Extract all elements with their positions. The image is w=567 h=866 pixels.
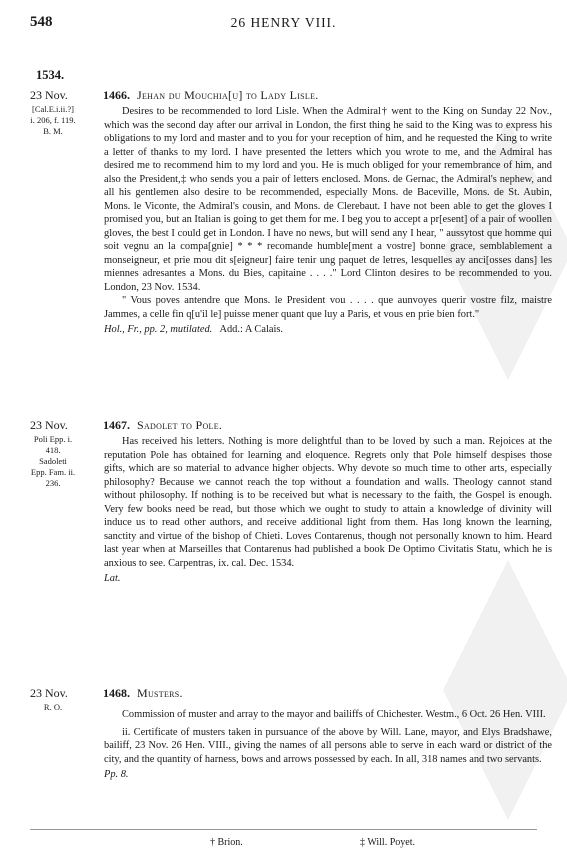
reference-line: 418.: [45, 445, 61, 455]
footnote-rule: [30, 829, 537, 830]
running-title: 26 HENRY VIII.: [230, 15, 337, 30]
reference-line: Epp. Fam. ii.: [30, 467, 76, 477]
entry-note: [104, 768, 552, 782]
entry-date: 23 Nov.: [30, 88, 68, 102]
entry-body: [104, 105, 552, 337]
reference-line: 236.: [45, 478, 61, 488]
entry-paragraph: ii. Certificate of musters taken in pursuance of the above by Will. Lane, mayor, and Elys Bradshawe, bailiff, 23 Nov. 26 Hen. VIII., giving the names of all persons able to serve in each ward or district of the city, and the quantity of harness, bows and arrows possessed by each. In all, 318 names and two servants.: [104, 726, 552, 765]
entry-paragraph: Has received his letters. Nothing is more delightful than to be loved by such a man. Rejoices at the reputation Pole has obtained for learning and eloquence. Regrets only that Pole himself despises those gifts, which are so material to advance higher objects. Why devote so much time to other arts, especially philosophy? Because we cannot reach the top without a foundation and walls. Theology cannot stand without philosophy. If nothing is to be received but what is necessary to the faith, the Gospel is enough. Very few books need be read, but those which we ought to study to attain a knowledge of divinity will induce us to read other authors, and receive additional light from them. Has long known the learning, sanctity and virtue of the bishop of Chieti. Loves Contarenus, though not personally known to him. Heard last year when at Marseilles that Contarenus had published a book De Optimo Civitatis Statu, which he is anxious to see. Carpentras, ix. cal. Dec. 1534.: [104, 436, 552, 569]
entry-date: 23 Nov.: [30, 418, 68, 432]
page-number: 548: [30, 14, 53, 30]
entry-paragraph: Desires to be recommended to lord Lisle. When the Admiral† went to the King on Sunday 22 Nov., which was the second day after our arrival in London, the first thing he said to the King was to express his obligations to my lord and master and to you for your reception of him, and he requested the King to write a letter of thanks to my lord. I have presented the letters which you wrote to me, and the Admiral has desired me to recommend him to my lord and you. He is much obliged for your remembrance of him, and also the President,‡ who sends you a pair of letters enclosed. Mons. de Gernac, the Admiral's nephew, and all his gentlemen also desire to be recommended, especially Mons. de Baceville, Mons. de St. Aubin, Mons. le Viconte, the Admiral's cousin, and Mons. de Clerebaut. I have not been able to get the gloves I promised you, but an Italian is going to get them for me. I beg you to accept a pr[esent] of a pair of woollen gloves, the best I could get in London. I have no news, but will send any I hear, " aussytost que homme qui soit vegnu an la compa[gnie] * * * recomande humble[ment a vostre] bonne grace, semblablement a monseigneur, et prie mou dit s[eigneur] faire tenir ung paquet de letres, lesquelles ay anci[osses dans] les miennes adresantes a Mons. du Bies, capitaine . . . ." Lord Clinton desires to be recommended to you. London, 23 Nov. 1534.: [104, 106, 552, 293]
entry-references: [20, 702, 86, 713]
entry-date: 23 Nov.: [30, 686, 68, 700]
page-header: [30, 14, 537, 34]
entry-title: Sadolet to Pole.: [137, 418, 223, 432]
entry-heading: [103, 88, 319, 103]
entry-signature: Lat.: [104, 573, 121, 584]
reference-line: [Cal.E.i.ii.?]: [31, 104, 74, 114]
footnote: ‡ Will. Poyet.: [360, 837, 415, 848]
reference-line: Poli Epp. i.: [33, 434, 73, 444]
entry-number: 1467.: [103, 418, 130, 432]
entry-paragraph: Commission of muster and array to the mayor and bailiffs of Chichester. Westm., 6 Oct. 26 Hen. VIII.: [122, 709, 546, 720]
entry-number: 1468.: [103, 686, 130, 700]
entry-references: [20, 434, 86, 489]
entry-heading: [103, 686, 183, 701]
entry-title: Musters.: [137, 686, 183, 700]
entry-title: Jehan du Mouchia[u] to Lady Lisle.: [137, 88, 319, 102]
reference-line: B. M.: [43, 126, 63, 136]
entry-note: [104, 572, 552, 586]
year-heading: 1534.: [36, 68, 65, 82]
entry-references: [20, 104, 86, 137]
entry-signature: Hol., Fr., pp. 2, mutilated.: [104, 324, 213, 335]
entry-address: Add.: A Calais.: [219, 324, 283, 335]
entry-note: [104, 323, 552, 337]
entry-heading: [103, 418, 222, 433]
entry-body: [104, 435, 552, 586]
reference-line: Sadoleti: [39, 456, 67, 466]
reference-line: R. O.: [43, 702, 63, 712]
footnote: † Brion.: [210, 837, 243, 848]
entry-signature: Pp. 8.: [104, 769, 129, 780]
entry-body: [104, 708, 552, 782]
entry-number: 1466.: [103, 88, 130, 102]
reference-line: i. 206, f. 119.: [30, 115, 76, 125]
entry-paragraph: " Vous poves antendre que Mons. le President vou . . . . que aunvoyes querir vostre filz, maistre Jammes, a celle fin q[u'il le] puisse mener quant que luy a Paris, et vous en prie bien fort.": [104, 295, 552, 320]
